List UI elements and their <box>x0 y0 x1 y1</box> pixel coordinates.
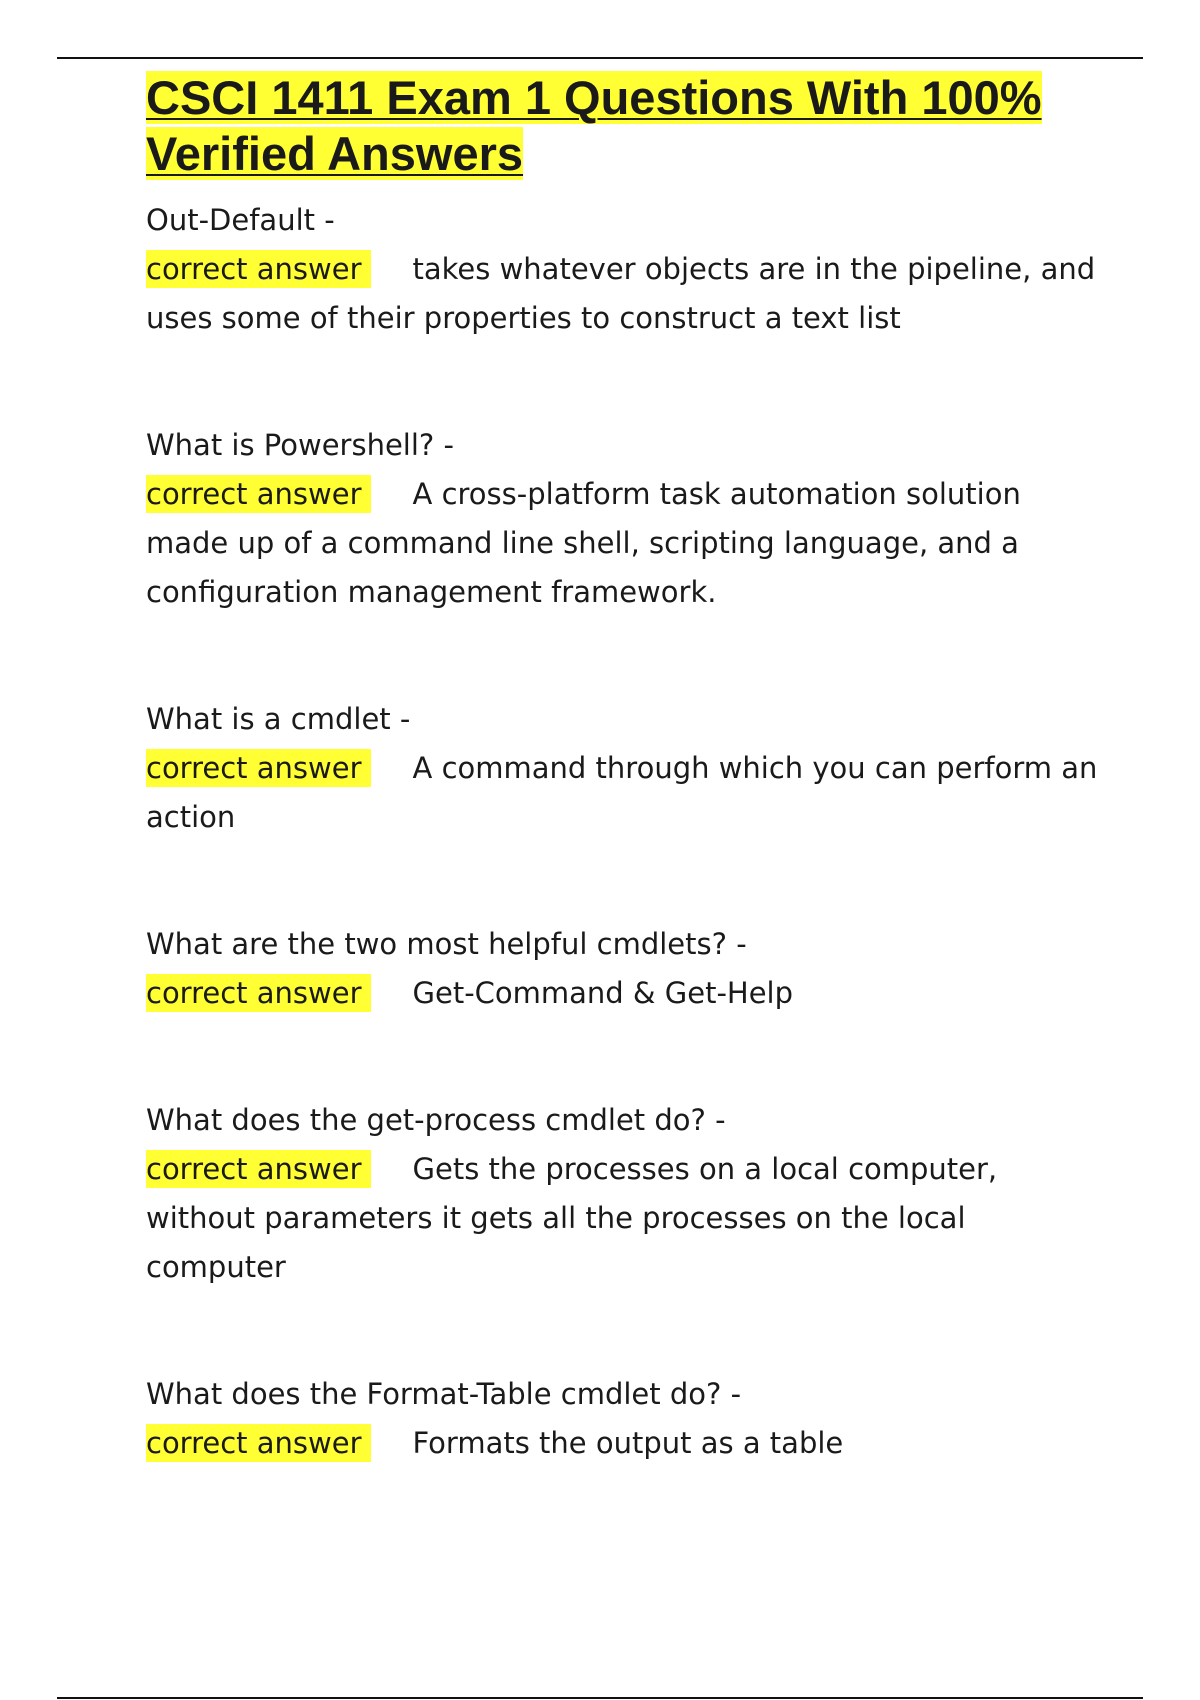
question-text: What is a cmdlet - <box>146 702 411 736</box>
question-text: What does the Format-Table cmdlet do? - <box>146 1377 742 1411</box>
qa-item <box>146 920 1106 1018</box>
qa-item <box>146 421 1106 617</box>
correct-answer-tag: correct answer <box>146 475 371 513</box>
answer-text: takes whatever objects are in the pipeline, and uses some of their properties to construct a text list <box>146 252 1096 335</box>
answer-line <box>146 470 1106 617</box>
answer-text: A command through which you can perform an action <box>146 751 1098 834</box>
qa-item <box>146 1370 1106 1468</box>
qa-item <box>146 695 1106 842</box>
answer-text: A cross-platform task automation solution made up of a command line shell, scripting language, and a configuration management framework. <box>146 477 1021 609</box>
answer-text: Get-Command & Get-Help <box>412 976 794 1010</box>
document-title <box>146 70 1106 182</box>
question-text: What is Powershell? - <box>146 428 454 462</box>
document-title-text: CSCI 1411 Exam 1 Questions With 100% Verified Answers <box>146 71 1042 180</box>
answer-text: Gets the processes on a local computer, without parameters it gets all the processes on the local computer <box>146 1152 998 1284</box>
correct-answer-tag: correct answer <box>146 1150 371 1188</box>
correct-answer-tag: correct answer <box>146 749 371 787</box>
question-text: What does the get-process cmdlet do? - <box>146 1103 726 1137</box>
correct-answer-tag: correct answer <box>146 1424 371 1462</box>
correct-answer-tag: correct answer <box>146 974 371 1012</box>
answer-line <box>146 1145 1106 1292</box>
document-body <box>146 70 1106 1468</box>
qa-item <box>146 196 1106 343</box>
answer-line <box>146 245 1106 343</box>
answer-line <box>146 1419 1106 1468</box>
question-text: Out-Default - <box>146 203 335 237</box>
answer-line <box>146 969 1106 1018</box>
qa-item <box>146 1096 1106 1292</box>
bottom-rule <box>57 1697 1143 1699</box>
answer-text: Formats the output as a table <box>412 1426 844 1460</box>
correct-answer-tag: correct answer <box>146 250 371 288</box>
question-text: What are the two most helpful cmdlets? - <box>146 927 747 961</box>
top-rule <box>57 57 1143 59</box>
answer-line <box>146 744 1106 842</box>
